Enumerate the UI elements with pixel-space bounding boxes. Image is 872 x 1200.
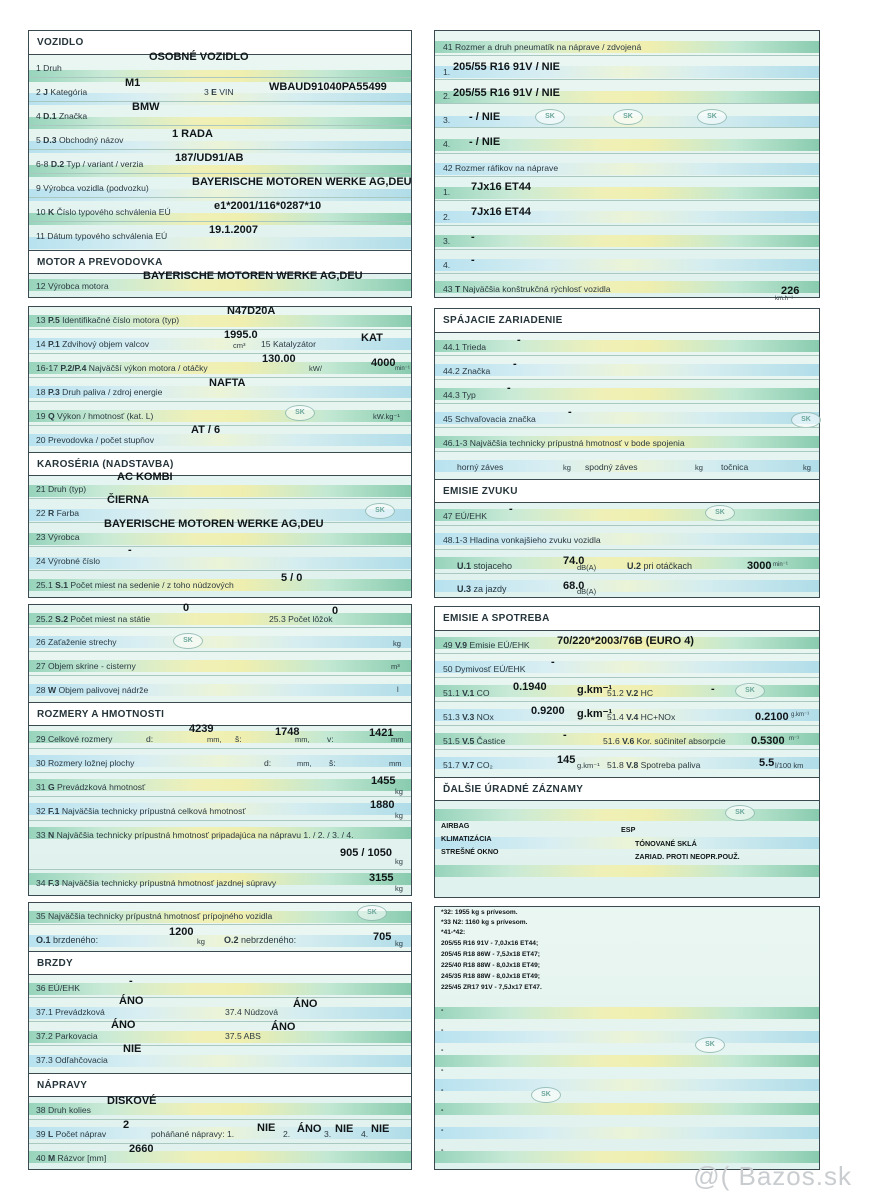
field-value-vyska: 1421 bbox=[369, 727, 394, 739]
sk-emblem-icon: SK bbox=[365, 503, 395, 519]
unit-kw-kg: kW.kg⁻¹ bbox=[373, 412, 400, 421]
label-row-1: 1. bbox=[443, 187, 451, 197]
field-label-vykon-hmotnost: 19 Q Výkon / hmotnosť (kat. L) bbox=[36, 411, 154, 421]
unit-kg: kg bbox=[695, 463, 703, 472]
label-naprava-3: 3. bbox=[324, 1129, 332, 1139]
section-header-motor: MOTOR A PREVODOVKA bbox=[29, 250, 411, 274]
field-label-typ: 44.3 Typ bbox=[443, 390, 476, 400]
field-label-dymivost: 50 Dymivosť EÚ/EHK bbox=[443, 664, 526, 674]
section-header-vozidlo: VOZIDLO bbox=[29, 31, 411, 55]
field-value-brzdeneho: 1200 bbox=[169, 926, 194, 938]
section-header-dalsie-zaznamy: ĎALŠIE ÚRADNÉ ZÁZNAMY bbox=[435, 777, 819, 801]
unit-kg: kg bbox=[395, 884, 403, 893]
field-value-typ: - bbox=[507, 382, 511, 394]
unit-dba: dB(A) bbox=[577, 587, 597, 596]
field-value-vyrobca: BAYERISCHE MOTOREN WERKE AG,DEU bbox=[104, 518, 324, 530]
field-value-stojaceho: 74.0 bbox=[563, 555, 585, 567]
field-label-trieda: 44.1 Trieda bbox=[443, 342, 486, 352]
unit-g-km: g.km⁻¹ bbox=[577, 708, 613, 720]
field-value-identifikacne-cislo-motora: N47D20A bbox=[227, 305, 276, 317]
unit-m3: m³ bbox=[391, 662, 400, 671]
note-line-7: 245/35 R18 88W - 8,0Jx18 ET49; bbox=[441, 973, 540, 980]
field-label-znacka: 4 D.1 Značka bbox=[36, 111, 88, 121]
field-label-nudzova: 37.4 Núdzová bbox=[225, 1007, 279, 1017]
field-label-druh: 1 Druh bbox=[36, 63, 62, 73]
sk-emblem-icon: SK bbox=[791, 412, 821, 428]
field-label-pocet-lozok: 25.3 Počet lôžok bbox=[269, 614, 333, 624]
unit-km-h: km.h⁻¹ bbox=[775, 296, 794, 302]
field-label-vyrobne-cislo: 24 Výrobné číslo bbox=[36, 556, 101, 566]
unit-l-100km: l/100 km bbox=[775, 761, 804, 770]
field-value-pneumatika-1: 205/55 R16 91V / NIE bbox=[453, 61, 561, 73]
panel-dimensions bbox=[28, 604, 412, 896]
field-value-cislo-schvalenia: e1*2001/116*0287*10 bbox=[214, 200, 322, 212]
unit-dba: dB(A) bbox=[577, 563, 597, 572]
field-label-celkova-hmotnost: 32 F.1 Najväčšia technicky prípustná celková hmotnosť bbox=[36, 806, 246, 816]
field-label-vyrobca: 23 Výrobca bbox=[36, 532, 80, 542]
field-value-otacky: 4000 bbox=[371, 357, 396, 369]
field-label-druh-paliva: 18 P.3 Druh paliva / zdroj energie bbox=[36, 387, 163, 397]
field-value-druh-kolies: DISKOVÉ bbox=[107, 1095, 157, 1107]
field-value-naprava-2: ÁNO bbox=[297, 1123, 322, 1135]
field-label-vyrobca-motora: 12 Výrobca motora bbox=[36, 281, 109, 291]
field-label-hmotnost-pripojneho: 35 Najväčšia technicky prípustná hmotnosť prípojného vozidla bbox=[36, 911, 273, 921]
field-label-kategoria: 2 J Kategória bbox=[36, 87, 88, 97]
field-label-znacka: 44.2 Značka bbox=[443, 366, 491, 376]
field-label-zdvihovy-objem: 14 P.1 Zdvihový objem valcov bbox=[36, 339, 150, 349]
field-label-identifikacne-cislo-motora: 13 P.5 Identifikačné číslo motora (typ) bbox=[36, 315, 180, 325]
field-value-rafik-2: 7Jx16 ET44 bbox=[471, 206, 531, 218]
unit-m: m⁻¹ bbox=[789, 736, 800, 742]
label-row-3: 3. bbox=[443, 236, 451, 246]
sk-emblem-icon: SK bbox=[535, 109, 565, 125]
unit-kg: kg bbox=[393, 639, 401, 648]
unit-kg: kg bbox=[197, 937, 205, 946]
sk-emblem-icon: SK bbox=[285, 405, 315, 421]
field-value-emisie-eu-ehk: 70/220*2003/76B (EURO 4) bbox=[557, 635, 694, 647]
field-label-co2: 51.7 V.7 CO₂ bbox=[443, 760, 493, 770]
sk-emblem-icon: SK bbox=[357, 905, 387, 921]
field-value-castice: - bbox=[563, 729, 567, 741]
panel-tyres bbox=[434, 30, 820, 302]
field-value-typ: 187/UD91/AB bbox=[175, 152, 244, 164]
field-value-odlahcovacia: NIE bbox=[123, 1043, 142, 1055]
field-value-vin: WBAUD91040PA55499 bbox=[269, 81, 387, 93]
field-label-pocet-miest-sedenie: 25.1 S.1 Počet miest na sedenie / z toho núdzových bbox=[36, 580, 234, 590]
field-value-dlzka: 4239 bbox=[189, 723, 214, 735]
label-v: v: bbox=[327, 734, 334, 744]
field-value-sirka: 1748 bbox=[275, 726, 300, 738]
field-label-celkove-rozmery: 29 Celkové rozmery bbox=[36, 734, 113, 744]
field-value-schvalovacia-znacka: - bbox=[568, 406, 572, 418]
sk-emblem-icon: SK bbox=[531, 1087, 561, 1103]
note-line-4: 205/55 R16 91V - 7,0Jx16 ET44; bbox=[441, 940, 539, 947]
sk-emblem-icon: SK bbox=[613, 109, 643, 125]
field-value-znacka: BMW bbox=[132, 101, 160, 113]
field-label-hmotnost-napravy: 33 N Najväčšia technicky prípustná hmotnosť pripadajúca na nápravu 1. / 2. / 3. / 4. bbox=[36, 830, 354, 840]
field-label-obchodny-nazov: 5 D.3 Obchodný názov bbox=[36, 135, 124, 145]
unit-mm: mm bbox=[391, 735, 404, 744]
note-line-3: *41-*42: bbox=[441, 929, 466, 936]
dash-marker: - bbox=[441, 1085, 444, 1094]
sk-emblem-icon: SK bbox=[725, 805, 755, 821]
field-value-prevodovka: AT / 6 bbox=[191, 424, 221, 436]
label-d: d: bbox=[264, 758, 272, 768]
field-label-miesta-statie: 25.2 S.2 Počet miest na státie bbox=[36, 614, 151, 624]
unit-kw: kW/ bbox=[309, 364, 322, 373]
field-label-za-jazdy: U.3 za jazdy bbox=[457, 584, 507, 594]
dash-marker: - bbox=[441, 1145, 444, 1154]
label-row-4: 4. bbox=[443, 260, 451, 270]
field-value-hmotnost-supravy: 3155 bbox=[369, 872, 394, 884]
field-label-cislo-schvalenia: 10 K Číslo typového schválenia EÚ bbox=[36, 207, 171, 217]
field-label-zatazenie-strechy: 26 Zaťaženie strechy bbox=[36, 637, 117, 647]
field-label-emisie-eu-ehk: 49 V.9 Emisie EÚ/EHK bbox=[443, 640, 530, 650]
field-label-eu-ehk: 47 EÚ/EHK bbox=[443, 511, 487, 521]
field-label-rafiky: 42 Rozmer ráfikov na náprave bbox=[443, 163, 559, 173]
field-value-spotreba-paliva: 5.5 bbox=[759, 757, 775, 769]
field-value-obchodny-nazov: 1 RADA bbox=[172, 128, 213, 140]
section-header-spajacie: SPÁJACIE ZARIADENIE bbox=[435, 309, 819, 333]
security-background bbox=[435, 309, 819, 597]
field-value-nudzova: ÁNO bbox=[293, 998, 318, 1010]
field-value-druh-paliva: NAFTA bbox=[209, 377, 246, 389]
field-label-datum-schvalenia: 11 Dátum typového schválenia EÚ bbox=[36, 231, 168, 241]
field-label-objem-nadrze: 28 W Objem palivovej nádrže bbox=[36, 685, 149, 695]
field-value-rafik-1: 7Jx16 ET44 bbox=[471, 181, 531, 193]
field-value-vyrobne-cislo: - bbox=[128, 544, 132, 556]
field-label-pohanane-napravy: poháňané nápravy: 1. bbox=[151, 1129, 235, 1139]
field-value-nox: 0.9200 bbox=[531, 705, 565, 717]
label-row-3: 3. bbox=[443, 115, 451, 125]
field-value-hc: - bbox=[711, 683, 715, 695]
label-spodny-zaves: spodný záves bbox=[585, 462, 638, 472]
field-value-rafik-3: - bbox=[471, 231, 475, 243]
field-value-pocet-lozok: 0 bbox=[332, 605, 339, 617]
label-row-2: 2. bbox=[443, 91, 451, 101]
field-label-pneumatiky: 41 Rozmer a druh pneumatík na náprave / zdvojená bbox=[443, 42, 642, 52]
field-value-katalyzator: KAT bbox=[361, 332, 383, 344]
section-header-rozmery: ROZMERY A HMOTNOSTI bbox=[29, 702, 411, 726]
field-label-max-rychlost: 43 T Najväčšia konštrukčná rýchlosť vozidla bbox=[443, 284, 611, 294]
bazos-watermark: @( Bazos.sk bbox=[693, 1161, 852, 1191]
field-value-naprava-1: NIE bbox=[257, 1122, 276, 1134]
field-value-max-rychlost: 226 bbox=[781, 285, 800, 297]
unit-mm: mm, bbox=[297, 759, 312, 768]
field-value-vykon: 130.00 bbox=[262, 353, 296, 365]
field-label-hc: 51.2 V.2 HC bbox=[607, 688, 654, 698]
dash-marker: - bbox=[441, 1065, 444, 1074]
field-label-vin: 3 E VIN bbox=[204, 87, 234, 97]
label-row-1: 1. bbox=[443, 67, 451, 77]
section-header-emisie-zvuku: EMISIE ZVUKU bbox=[435, 479, 819, 503]
unit-kg: kg bbox=[563, 463, 571, 472]
field-label-prevodovka: 20 Prevodovka / počet stupňov bbox=[36, 435, 155, 445]
field-label-vyrobca-vozidla: 9 Výrobca vozidla (podvozku) bbox=[36, 183, 149, 193]
field-label-hladina-zvuku: 48.1-3 Hladina vonkajšieho zvuku vozidla bbox=[443, 535, 601, 545]
unit-kg: kg bbox=[803, 463, 811, 472]
section-header-brzdy: BRZDY bbox=[29, 951, 411, 975]
panel-vehicle bbox=[28, 30, 412, 298]
field-label-vykon-otacky: 16-17 P.2/P.4 Najväčší výkon motora / otáčky bbox=[36, 363, 208, 373]
field-value-pneumatika-4: - / NIE bbox=[469, 136, 501, 148]
field-value-celkova-hmotnost: 1880 bbox=[370, 799, 395, 811]
field-label-co: 51.1 V.1 CO bbox=[443, 688, 490, 698]
note-klimatizacia: KLIMATIZÁCIA bbox=[441, 834, 492, 843]
unit-min: min⁻¹ bbox=[395, 366, 410, 372]
unit-kg: kg bbox=[395, 787, 403, 796]
label-row-2: 2. bbox=[443, 212, 451, 222]
note-line-1: *32: 1955 kg s prívesom. bbox=[441, 909, 518, 916]
field-label-typ: 6-8 D.2 Typ / variant / verzia bbox=[36, 159, 144, 169]
field-value-naprava-3: NIE bbox=[335, 1123, 354, 1135]
field-value-dymivost: - bbox=[551, 656, 555, 668]
field-label-hc-nox: 51.4 V.4 HC+NOx bbox=[607, 712, 676, 722]
label-s: š: bbox=[329, 758, 336, 768]
note-line-5: 205/45 R18 86W - 7,5Jx18 ET47; bbox=[441, 951, 540, 958]
panel-annex-notes bbox=[434, 906, 820, 1170]
field-label-nox: 51.3 V.3 NOx bbox=[443, 712, 494, 722]
sk-emblem-icon: SK bbox=[173, 633, 203, 649]
field-label-schvalovacia-znacka: 45 Schvaľovacia značka bbox=[443, 414, 536, 424]
unit-cm3: cm³ bbox=[233, 341, 246, 350]
field-value-prevadzkova: ÁNO bbox=[119, 995, 144, 1007]
note-stresne-okno: STREŠNÉ OKNO bbox=[441, 847, 499, 856]
field-value-farba: ČIERNA bbox=[107, 494, 150, 506]
field-label-pri-otackach: U.2 pri otáčkach bbox=[627, 561, 693, 571]
field-label-hmotnost-supravy: 34 F.3 Najväčšia technicky prípustná hmotnosť jazdnej súpravy bbox=[36, 878, 277, 888]
field-value-pneumatika-2: 205/55 R16 91V / NIE bbox=[453, 87, 561, 99]
field-value-nebrzdeneho: 705 bbox=[373, 931, 392, 943]
note-tonovane-skla: TÓNOVANÉ SKLÁ bbox=[635, 839, 697, 848]
dash-marker: - bbox=[441, 1105, 444, 1114]
field-value-kategoria: M1 bbox=[125, 77, 141, 89]
field-value-druh: OSOBNÉ VOZIDLO bbox=[149, 51, 249, 63]
unit-mm: mm bbox=[389, 759, 402, 768]
label-tocnica: točnica bbox=[721, 462, 749, 472]
unit-kg: kg bbox=[395, 857, 403, 866]
unit-g-km: g.km⁻¹ bbox=[577, 761, 600, 770]
field-value-vyrobca-vozidla: BAYERISCHE MOTOREN WERKE AG,DEU bbox=[192, 176, 412, 188]
label-d: d: bbox=[146, 734, 154, 744]
field-value-eu-ehk: - bbox=[509, 503, 513, 515]
field-label-katalyzator: 15 Katalyzátor bbox=[261, 339, 316, 349]
field-label-kor-sucinitel: 51.6 V.6 Kor. súčiniteľ absorpcie bbox=[603, 736, 726, 746]
field-value-druh-typ: AC KOMBI bbox=[117, 471, 173, 483]
unit-g-km: g.km⁻¹ bbox=[791, 712, 810, 718]
field-value-eu-ehk: - bbox=[129, 975, 133, 987]
panel-coupling-noise bbox=[434, 308, 820, 598]
label-row-4: 4. bbox=[443, 139, 451, 149]
field-label-brzdeneho: O.1 brzdeného: bbox=[36, 935, 99, 945]
sk-emblem-icon: SK bbox=[697, 109, 727, 125]
note-line-6: 225/40 R18 88W - 8,0Jx18 ET49; bbox=[441, 962, 540, 969]
unit-kg: kg bbox=[395, 939, 403, 948]
field-value-kor-sucinitel: 0.5300 bbox=[751, 735, 785, 747]
field-value-co: 0.1940 bbox=[513, 681, 547, 693]
unit-l: l bbox=[397, 685, 399, 694]
field-value-razvor: 2660 bbox=[129, 1143, 154, 1155]
field-value-zdvihovy-objem: 1995.0 bbox=[224, 329, 258, 341]
field-value-co2: 145 bbox=[557, 754, 576, 766]
field-value-datum-schvalenia: 19.1.2007 bbox=[209, 224, 258, 236]
field-value-miesta-statie: 0 bbox=[183, 602, 190, 614]
field-label-razvor: 40 M Rázvor [mm] bbox=[36, 1153, 107, 1163]
field-label-stojaceho: U.1 stojaceho bbox=[457, 561, 513, 571]
sk-emblem-icon: SK bbox=[695, 1037, 725, 1053]
field-value-hmotnost-napravy: 905 / 1050 bbox=[340, 847, 392, 859]
field-label-prevadzkova-hmotnost: 31 G Prevádzková hmotnosť bbox=[36, 782, 146, 792]
section-header-emisie-spotreba: EMISIE A SPOTREBA bbox=[435, 607, 819, 631]
unit-min: min⁻¹ bbox=[773, 562, 788, 568]
note-zariad-proti-neopr: ZARIAD. PROTI NEOPR.POUŽ. bbox=[635, 852, 740, 861]
label-naprava-2: 2. bbox=[283, 1129, 291, 1139]
field-value-naprava-4: NIE bbox=[371, 1123, 390, 1135]
dash-marker: - bbox=[441, 1125, 444, 1134]
field-label-abs: 37.5 ABS bbox=[225, 1031, 261, 1041]
panel-emissions-notes bbox=[434, 606, 820, 898]
field-label-eu-ehk: 36 EÚ/EHK bbox=[36, 983, 80, 993]
field-label-spotreba-paliva: 51.8 V.8 Spotreba paliva bbox=[607, 760, 701, 770]
field-label-druh-kolies: 38 Druh kolies bbox=[36, 1105, 91, 1115]
field-value-znacka: - bbox=[513, 358, 517, 370]
dash-marker: - bbox=[441, 1045, 444, 1054]
field-label-hmotnost-spojenia: 46.1-3 Najväčšia technicky prípustná hmotnosť v bode spojenia bbox=[443, 438, 685, 448]
section-header-napravy: NÁPRAVY bbox=[29, 1073, 411, 1097]
unit-g-km: g.km⁻¹ bbox=[577, 684, 613, 696]
field-label-rozmery-loznej-plochy: 30 Rozmery ložnej plochy bbox=[36, 758, 135, 768]
field-label-pocet-naprav: 39 L Počet náprav bbox=[36, 1129, 107, 1139]
field-value-vyrobca-motora: BAYERISCHE MOTOREN WERKE AG,DEU bbox=[143, 270, 363, 282]
field-label-farba: 22 R Farba bbox=[36, 508, 80, 518]
note-line-2: *33 N2: 1160 kg s prívesom. bbox=[441, 919, 528, 926]
note-line-8: 225/45 ZR17 91V - 7,5Jx17 ET47. bbox=[441, 984, 542, 991]
field-value-prevadzkova-hmotnost: 1455 bbox=[371, 775, 396, 787]
unit-mm: mm, bbox=[207, 735, 222, 744]
dash-marker: - bbox=[441, 1005, 444, 1014]
field-value-hc-nox: 0.2100 bbox=[755, 711, 789, 723]
field-value-pneumatika-3: - / NIE bbox=[469, 111, 501, 123]
field-label-castice: 51.5 V.5 Častice bbox=[443, 736, 506, 746]
note-esp: ESP bbox=[621, 825, 636, 834]
field-value-pri-otackach: 3000 bbox=[747, 560, 772, 572]
label-naprava-4: 4. bbox=[361, 1129, 369, 1139]
panel-brakes-axles bbox=[28, 902, 412, 1170]
dash-marker: - bbox=[441, 1025, 444, 1034]
section-header-karoseria: KAROSÉRIA (NADSTAVBA) bbox=[29, 452, 411, 476]
field-label-druh-typ: 21 Druh (typ) bbox=[36, 484, 87, 494]
field-label-odlahcovacia: 37.3 Odľahčovacia bbox=[36, 1055, 108, 1065]
sk-emblem-icon: SK bbox=[705, 505, 735, 521]
field-value-parkovacia: ÁNO bbox=[111, 1019, 136, 1031]
field-label-parkovacia: 37.2 Parkovacia bbox=[36, 1031, 98, 1041]
field-value-trieda: - bbox=[517, 334, 521, 346]
panel-engine-body bbox=[28, 306, 412, 598]
sk-emblem-icon: SK bbox=[735, 683, 765, 699]
field-value-za-jazdy: 68.0 bbox=[563, 580, 585, 592]
label-s: š: bbox=[235, 734, 242, 744]
field-value-rafik-4: - bbox=[471, 254, 475, 266]
note-airbag: AIRBAG bbox=[441, 821, 470, 830]
field-label-prevadzkova: 37.1 Prevádzková bbox=[36, 1007, 105, 1017]
label-horny-zaves: horný záves bbox=[457, 462, 504, 472]
unit-kg: kg bbox=[395, 811, 403, 820]
field-value-abs: ÁNO bbox=[271, 1021, 296, 1033]
field-label-objem-skrine: 27 Objem skrine - cisterny bbox=[36, 661, 136, 671]
field-value-pocet-miest-sedenie: 5 / 0 bbox=[281, 572, 303, 584]
field-label-nebrzdeneho: O.2 nebrzdeného: bbox=[224, 935, 297, 945]
field-value-pocet-naprav: 2 bbox=[123, 1119, 130, 1131]
unit-mm: mm, bbox=[295, 735, 310, 744]
